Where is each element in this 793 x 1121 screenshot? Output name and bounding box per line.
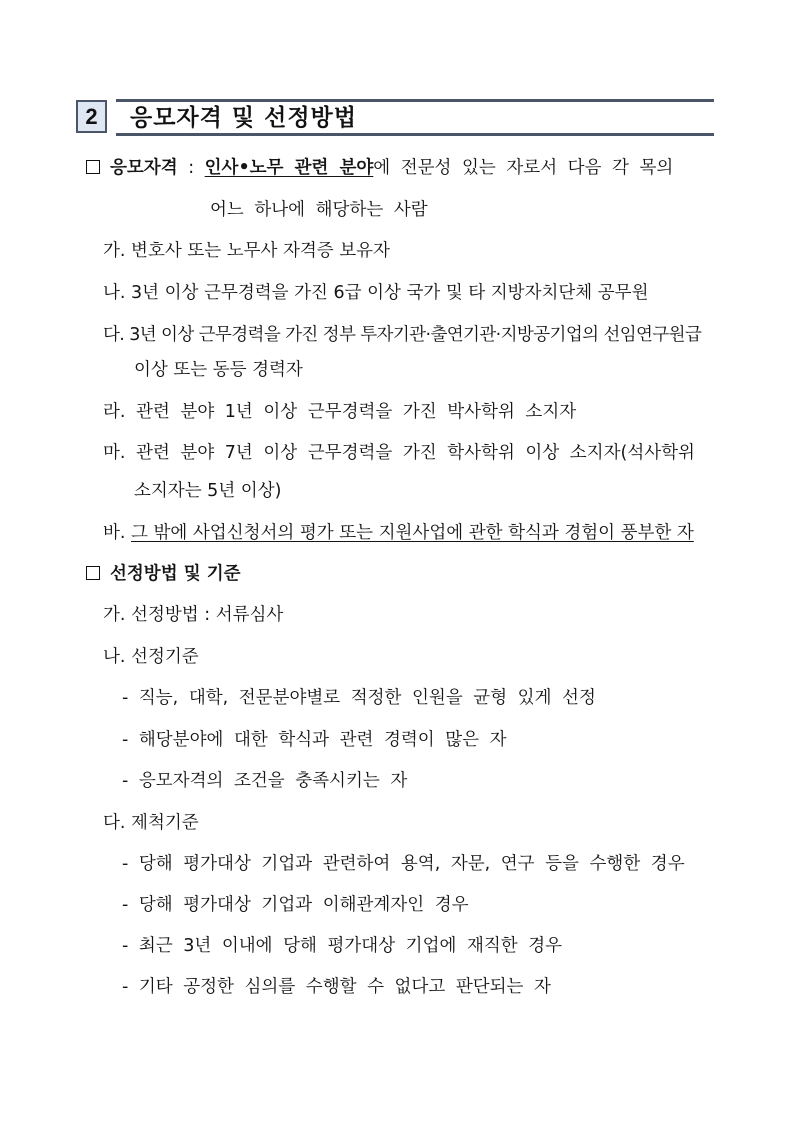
item-text: 선정기준 — [131, 647, 199, 667]
section-title-bar — [116, 99, 714, 136]
item-marker: 라. — [103, 402, 126, 422]
item-text-continued: 소지자는 5년 이상) — [134, 481, 282, 501]
exclusion-criteria-title — [103, 811, 199, 835]
eligibility-heading-line — [86, 156, 673, 180]
eligibility-item — [103, 441, 695, 465]
section-header — [76, 99, 714, 136]
criteria-bullet: - 해당분야에 대한 학식과 관련 경력이 많은 자 — [122, 730, 507, 750]
selection-criteria-title — [103, 645, 199, 669]
exclusion-bullet: - 당해 평가대상 기업과 관련하여 용역, 자문, 연구 등을 수행한 경우 — [122, 854, 685, 874]
item-marker: 나. — [103, 647, 126, 667]
item-text: 관련 분야 7년 이상 근무경력을 가진 학사학위 이상 소지자(석사학위 — [136, 443, 695, 463]
eligibility-item — [103, 521, 694, 545]
item-marker: 바. — [103, 523, 126, 543]
item-marker: 나. — [103, 283, 126, 303]
exclusion-bullet: - 최근 3년 이내에 당해 평가대상 기업에 재직한 경우 — [122, 936, 563, 956]
selection-heading: 선정방법 및 기준 — [110, 564, 241, 584]
eligibility-intro: 에 전문성 있는 자로서 다음 각 목의 — [373, 158, 674, 178]
item-marker: 마. — [103, 443, 126, 463]
eligibility-item — [103, 323, 701, 347]
selection-method — [103, 603, 283, 627]
item-marker: 가. — [103, 605, 126, 625]
item-text: 3년 이상 근무경력을 가진 6급 이상 국가 및 타 지방자치단체 공무원 — [131, 283, 649, 303]
checkbox-square-icon — [86, 566, 100, 580]
selection-heading-line — [86, 562, 241, 586]
item-text: 그 밖에 사업신청서의 평가 또는 지원사업에 관한 학식과 경험이 풍부한 자 — [131, 523, 694, 543]
criteria-bullet: - 직능, 대학, 전문분야별로 적정한 인원을 균형 있게 선정 — [122, 688, 596, 708]
item-text: 관련 분야 1년 이상 근무경력을 가진 박사학위 소지자 — [136, 402, 577, 422]
section-number-box: 2 — [76, 100, 107, 133]
item-marker: 가. — [103, 241, 126, 261]
eligibility-item — [103, 400, 576, 424]
eligibility-heading: 응모자격 — [110, 158, 178, 178]
item-marker: 다. — [103, 813, 126, 833]
item-text: 변호사 또는 노무사 자격증 보유자 — [131, 241, 390, 261]
item-text: 선정방법 : 서류심사 — [131, 605, 284, 625]
checkbox-square-icon — [86, 160, 100, 174]
eligibility-item — [103, 281, 648, 305]
item-text: 제척기준 — [131, 813, 199, 833]
item-marker: 다. — [103, 325, 125, 345]
eligibility-field: 인사•노무 관련 분야 — [204, 158, 374, 178]
exclusion-bullet: - 기타 공정한 심의를 수행할 수 없다고 판단되는 자 — [122, 977, 551, 997]
criteria-bullet: - 응모자격의 조건을 충족시키는 자 — [122, 771, 408, 791]
item-text-continued: 이상 또는 동등 경력자 — [134, 360, 303, 380]
item-text: 3년 이상 근무경력을 가진 정부 투자기관·출연기관·지방공기업의 선임연구원급 — [129, 325, 702, 345]
exclusion-bullet: - 당해 평가대상 기업과 이해관계자인 경우 — [122, 895, 469, 915]
section-title: 응모자격 및 선정방법 — [130, 105, 357, 131]
eligibility-colon: : — [177, 158, 205, 178]
eligibility-intro-line2: 어느 하나에 해당하는 사람 — [210, 200, 428, 220]
eligibility-item — [103, 239, 390, 263]
